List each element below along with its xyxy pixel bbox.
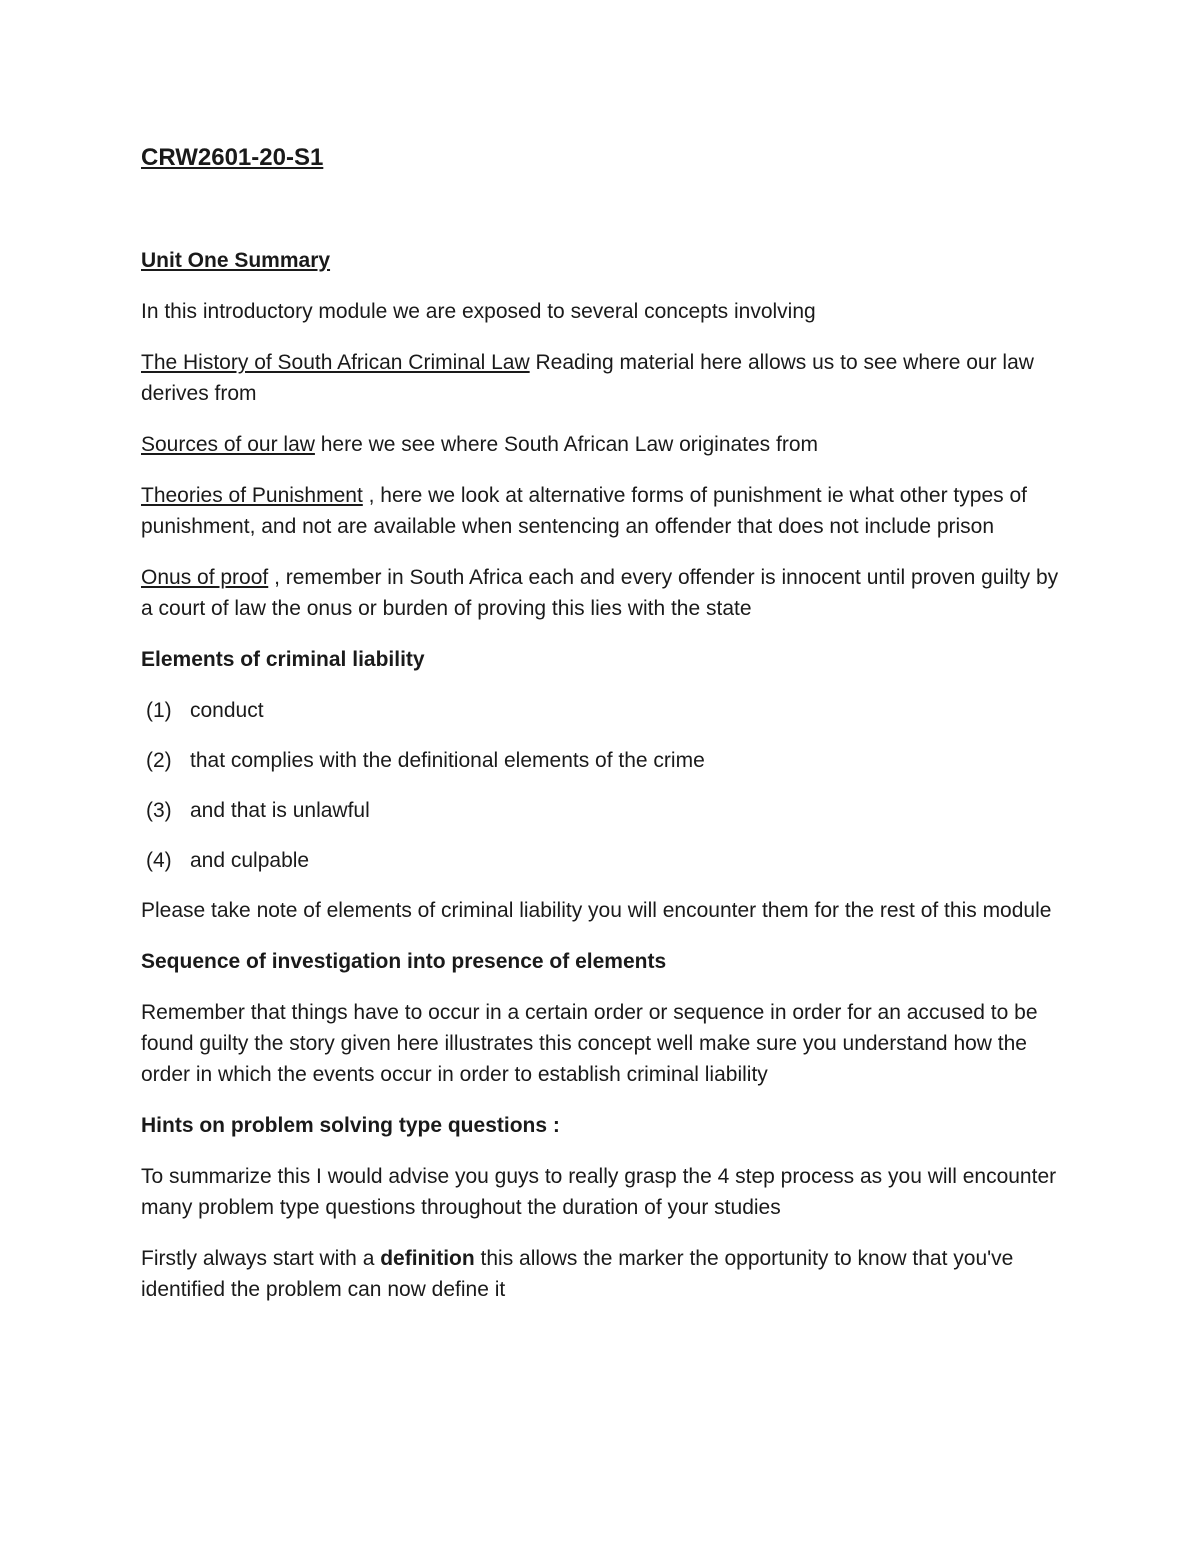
topic-text: , remember in South Africa each and every offender is innocent until proven guilty by a court of law the onus or burden of proving this lies with the state — [141, 566, 1059, 620]
elements-note: Please take note of elements of criminal liability you will encounter them for the rest of this module — [141, 899, 1052, 922]
topic-text: here we see where South African Law originates from — [314, 433, 819, 456]
hints-paragraph: To summarize this I would advise you guys to really grasp the 4 step process as you will encounter many problem type questions throughout the duration of your studies — [141, 1165, 1057, 1219]
list-number: (4) — [146, 849, 172, 872]
definition-before: Firstly always start with a — [141, 1247, 381, 1270]
list-text: and culpable — [190, 849, 310, 872]
list-number: (1) — [146, 699, 172, 722]
list-text: conduct — [190, 699, 264, 722]
list-text: and that is unlawful — [190, 799, 370, 822]
unit-heading: Unit One Summary — [141, 249, 331, 272]
topic-sources — [141, 429, 1071, 460]
topic-term: Theories of Punishment — [141, 484, 363, 507]
topic-term: Onus of proof — [141, 566, 269, 589]
topic-history — [141, 347, 1071, 409]
topic-onus — [141, 562, 1071, 624]
elements-heading: Elements of criminal liability — [141, 648, 425, 671]
topic-text: , here we look at alternative forms of punishment ie what other types of punishment, and not are available when sentencing an offender that does not include prison — [141, 484, 1027, 538]
document-title: CRW2601-20-S1 — [141, 144, 324, 171]
definition-paragraph — [141, 1243, 1071, 1305]
hints-heading: Hints on problem solving type questions : — [141, 1114, 560, 1137]
list-item — [141, 695, 1071, 726]
intro-paragraph: In this introductory module we are exposed to several concepts involving — [141, 300, 816, 323]
definition-bold: definition — [380, 1247, 475, 1270]
list-number: (3) — [146, 799, 172, 822]
sequence-paragraph: Remember that things have to occur in a certain order or sequence in order for an accused to be found guilty the story given here illustrates this concept well make sure you understand how the order in which the events occur in order to establish criminal liability — [141, 1001, 1038, 1086]
list-number: (2) — [146, 749, 172, 772]
list-item — [141, 845, 1071, 876]
list-item — [141, 795, 1071, 826]
list-item — [141, 745, 1071, 776]
elements-list — [141, 695, 1071, 876]
topic-text: Reading material here allows us to see where our law derives from — [141, 351, 1034, 405]
topic-term: Sources of our law — [141, 433, 315, 456]
list-text: that complies with the definitional elements of the crime — [190, 749, 705, 772]
topic-term: The History of South African Criminal Law — [141, 351, 530, 374]
topic-theories — [141, 480, 1071, 542]
definition-after: this allows the marker the opportunity to know that you've identified the problem can now define it — [141, 1247, 1014, 1301]
sequence-heading: Sequence of investigation into presence of elements — [141, 950, 667, 973]
document-body — [141, 245, 1071, 1325]
